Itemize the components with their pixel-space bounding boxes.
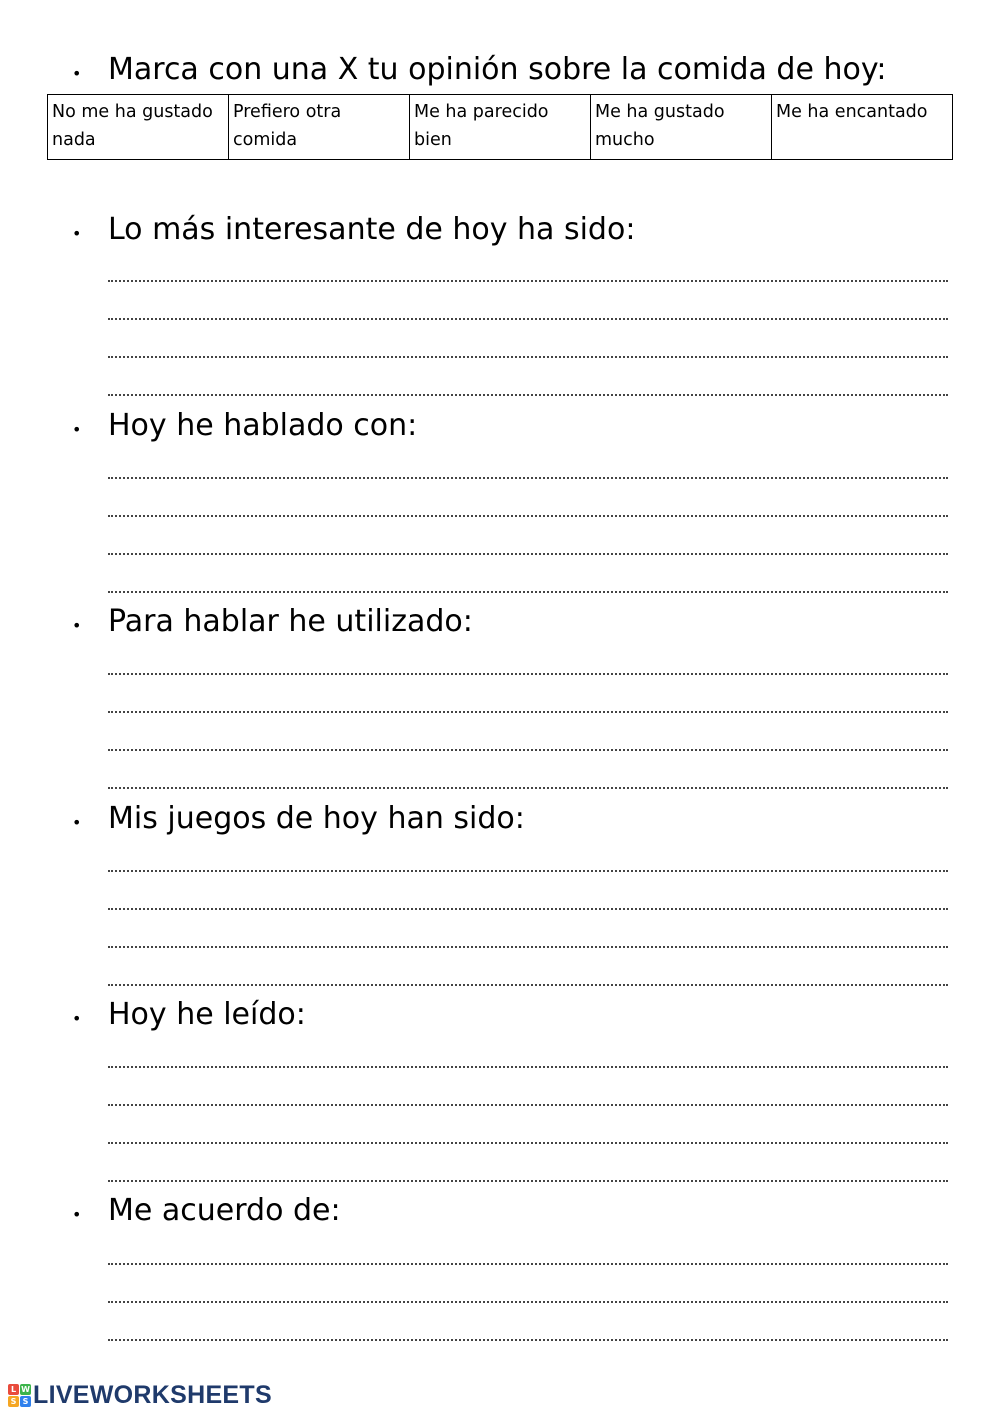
answer-line[interactable] — [108, 1066, 948, 1068]
answer-line[interactable] — [108, 394, 948, 396]
bullet: • — [72, 64, 82, 83]
question-prompt: Lo más interesante de hoy ha sido: — [108, 212, 636, 247]
opinion-option[interactable]: No me ha gustado nada — [48, 95, 229, 160]
answer-line[interactable] — [108, 908, 948, 910]
answer-line[interactable] — [108, 984, 948, 986]
logo-tile: W — [21, 1385, 30, 1394]
answer-line[interactable] — [108, 673, 948, 675]
bullet: • — [72, 420, 82, 439]
answer-line[interactable] — [108, 553, 948, 555]
question-row — [72, 212, 960, 247]
answer-line[interactable] — [108, 1180, 948, 1182]
bullet: • — [72, 1205, 82, 1224]
answer-line[interactable] — [108, 787, 948, 789]
opinion-option[interactable]: Me ha parecido bien — [410, 95, 591, 160]
opinion-option[interactable]: Me ha encantado — [772, 95, 953, 160]
bullet: • — [72, 1009, 82, 1028]
question-prompt: Para hablar he utilizado: — [108, 604, 473, 639]
answer-line[interactable] — [108, 318, 948, 320]
opinion-option[interactable]: Prefiero otra comida — [229, 95, 410, 160]
question-row — [72, 408, 960, 443]
answer-line[interactable] — [108, 870, 948, 872]
logo-tile: S — [8, 1396, 19, 1407]
question-row — [72, 1193, 960, 1228]
opinion-option[interactable]: Me ha gustado mucho — [591, 95, 772, 160]
answer-line[interactable] — [108, 711, 948, 713]
question-prompt: Hoy he hablado con: — [108, 408, 418, 443]
question-row — [72, 801, 960, 836]
question-prompt: Me acuerdo de: — [108, 1193, 341, 1228]
answer-line[interactable] — [108, 1301, 948, 1303]
answer-line[interactable] — [108, 946, 948, 948]
answer-line[interactable] — [108, 1104, 948, 1106]
answer-line[interactable] — [108, 1339, 948, 1341]
logo-text: LIVEWORKSHEETS — [33, 1381, 272, 1409]
opinion-row — [48, 95, 953, 160]
question-prompt: Mis juegos de hoy han sido: — [108, 801, 525, 836]
logo-tile: L — [8, 1384, 19, 1395]
answer-line[interactable] — [108, 749, 948, 751]
bullet: • — [72, 616, 82, 635]
answer-line[interactable] — [108, 280, 948, 282]
answer-line[interactable] — [108, 1263, 948, 1265]
question-row — [72, 604, 960, 639]
answer-line[interactable] — [108, 1142, 948, 1144]
logo-icon — [8, 1384, 31, 1407]
heading-text: Marca con una X tu opinión sobre la comida de hoy: — [108, 52, 887, 87]
logo-tile: S — [20, 1396, 31, 1407]
question-row — [72, 997, 960, 1032]
opinion-table — [47, 94, 953, 160]
answer-line[interactable] — [108, 591, 948, 593]
answer-line[interactable] — [108, 356, 948, 358]
answer-line[interactable] — [108, 477, 948, 479]
liveworksheets-logo[interactable] — [8, 1381, 272, 1410]
question-prompt: Hoy he leído: — [108, 997, 306, 1032]
bullet: • — [72, 224, 82, 243]
bullet: • — [72, 813, 82, 832]
heading-row — [72, 52, 960, 87]
answer-line[interactable] — [108, 515, 948, 517]
